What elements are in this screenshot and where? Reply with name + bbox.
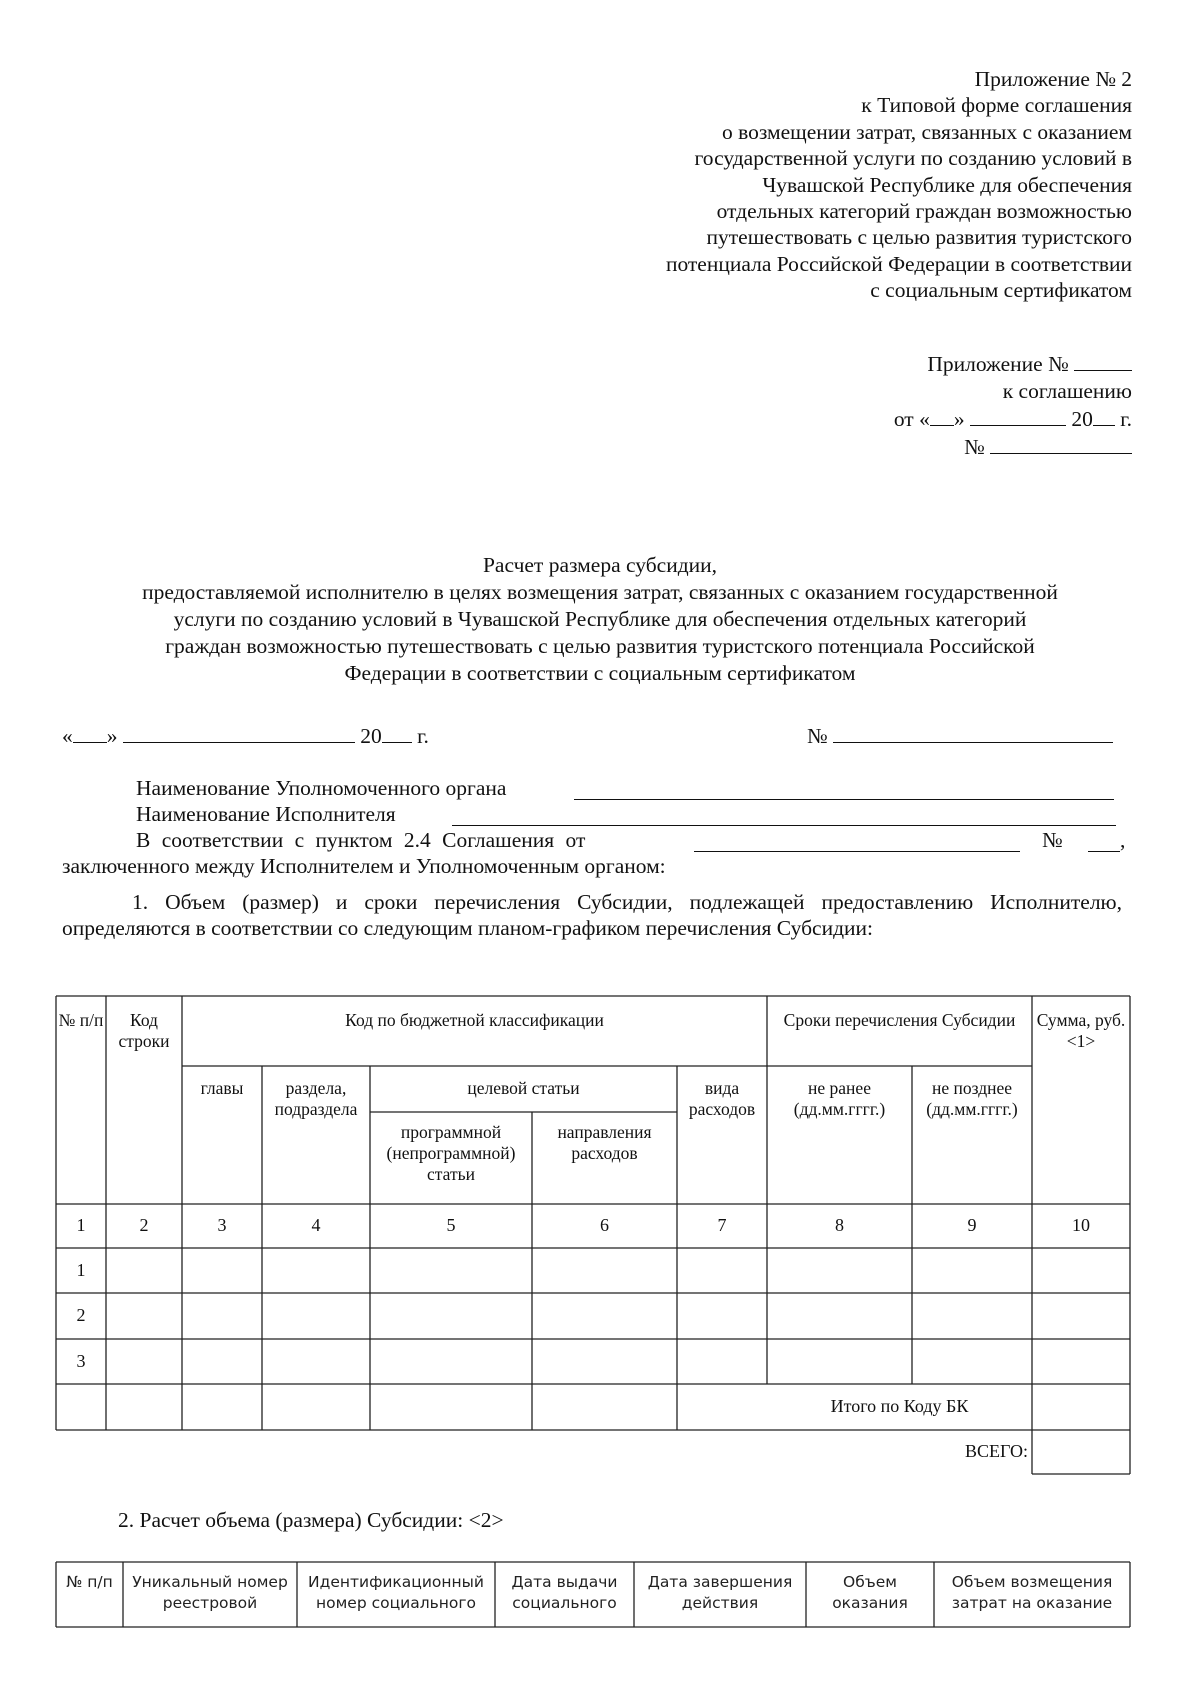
approval-line: отдельных категорий граждан возможностью — [716, 199, 1132, 224]
item1-text: 1. Объем (размер) и сроки перечисления Субсидии, подлежащей предоставлению Исполнителю, определяются в соответствии со следующим планом-графиком перечисления Субсидии: — [62, 890, 1122, 941]
approval-line: путешествовать с целью развития туристского — [706, 225, 1132, 250]
row-number: 2 — [76, 1305, 86, 1325]
row-number: 1 — [76, 1260, 86, 1280]
attachment-no-line: № — [712, 433, 1132, 461]
t2-header: № п/п — [66, 1573, 113, 1591]
col-number: 1 — [76, 1215, 86, 1235]
executor-label: Наименование Исполнителя — [136, 802, 396, 826]
th-target: целевой статьи — [467, 1078, 580, 1098]
t2-header: Идентификационный номер социального — [308, 1573, 484, 1612]
t2-header: Объем оказания — [832, 1573, 908, 1612]
th-not-after: не позднее (дд.мм.гггг.) — [926, 1078, 1018, 1119]
col-number: 2 — [139, 1215, 149, 1235]
grand-total-label: ВСЕГО: — [965, 1441, 1028, 1461]
col-number: 4 — [311, 1215, 321, 1235]
authority-label: Наименование Уполномоченного органа — [136, 776, 507, 800]
th-sum: Сумма, руб. <1> — [1036, 1010, 1126, 1051]
t2-header: Объем возмещения затрат на оказание — [951, 1573, 1113, 1612]
th-terms: Сроки перечисления Субсидии — [783, 1010, 1016, 1030]
attachment-agreement-line: к соглашению — [1002, 379, 1132, 403]
attachment-date-line: от « » 20 г. — [893, 407, 1132, 431]
approval-line: о возмещении затрат, связанных с оказанием — [721, 119, 1132, 144]
approval-line: Приложение № 2 — [974, 67, 1132, 91]
th-code: Код строки — [118, 1010, 170, 1051]
t2-header: Уникальный номер реестровой — [132, 1573, 288, 1612]
col-number: 5 — [446, 1215, 456, 1235]
t2-header: Дата выдачи социального — [511, 1573, 618, 1612]
item2-text: 2. Расчет объема (размера) Субсидии: <2> — [118, 1508, 504, 1532]
attachment-number-line: Приложение № — [712, 350, 1132, 378]
col-number: 7 — [717, 1215, 727, 1235]
approval-line: потенциала Российской Федерации в соответствии — [665, 251, 1132, 276]
concluded-text: заключенного между Исполнителем и Уполномоченным органом: — [62, 854, 666, 878]
th-section: раздела, подраздела — [274, 1078, 358, 1119]
approval-line: с социальным сертификатом — [870, 278, 1132, 303]
th-no: № п/п — [58, 1010, 104, 1030]
col-number: 6 — [600, 1215, 609, 1235]
total-kbk-label: Итого по Коду БК — [830, 1396, 969, 1416]
approval-line: к Типовой форме соглашения — [861, 93, 1132, 118]
th-kbk: Код по бюджетной классификации — [345, 1010, 604, 1030]
document-page: Приложение № 2 к Типовой форме соглашения о возмещении затрат, связанных с оказанием государственной услуги по созданию условий в Чувашской Республике для обеспечения отдельных категорий граждан возможностью путешествовать с целью развития туристского потенциала Российской Федерации в соответствии с социальным сертификатом Приложение № к соглашению от « » 20 г. № Расчет размера субсидии, предоставляемой исполнителю в целях возмещения затрат, связанных с оказанием государственной услуги по созданию условий в Чувашской Республике для обеспечения отдельных категорий граждан возможностью путешествовать с целью развития туристского потенциала Российской Федерации в соответствии с социальным сертификатом « » 20 г. № Наименование Уполномоченного органа Наименование Исполнителя В соответствии с пунктом 2.4 Соглашения от № , заключенного между Исполнителем и Уполномоченным органом: 1. Объем (размер) и сроки перечисления Субсидии, подлежащей предоставлению Исполнителю, определяются в соответствии со следующим планом-графиком перечисления Субсидии: № п/п Код строки Код по бюджетной классификации Сроки перечисления Субсидии Сумма, руб. <1> главы раздела, подраздела целевой статьи вида расходов не ранее (дд.мм.гггг.) не позднее (дд.мм.гггг.) программной (непрограммной) статьи направления расходов 1 2 3 4 5 6 7 8 9 10 1 2 3 Итого по Коду БК ВСЕГО: 2. Расчет объема (размера) Субсидии: <2> № п/п Уникальный номер реестровой Идентификационный номер социального Дата выдачи социального Дата завершения действия Объем оказания Объем возмещения затрат на оказание — [0, 0, 1200, 1697]
per-no-label: № — [1042, 828, 1063, 852]
t2-header: Дата завершения действия — [647, 1573, 793, 1612]
document-title: Расчет размера субсидии, предоставляемой исполнителю в целях возмещения затрат, связанных с оказанием государственной услуги по созданию условий в Чувашской Республике для обеспечения отдельных категорий граждан возможностью путешествовать с целью развития туристского потенциала Российской Федерации в соответствии с социальным сертификатом — [142, 553, 1058, 685]
col-number: 3 — [217, 1215, 227, 1235]
col-number: 8 — [835, 1215, 844, 1235]
th-direction: направления расходов — [557, 1122, 652, 1163]
th-program: программной (непрограммной) статьи — [386, 1122, 516, 1184]
th-chapter: главы — [200, 1078, 244, 1098]
approval-line: государственной услуги по созданию условий в — [694, 146, 1132, 171]
col-number: 9 — [967, 1215, 977, 1235]
per-clause-label: В соответствии с пунктом 2.4 Соглашения от — [136, 828, 586, 852]
row-number: 3 — [76, 1351, 86, 1371]
document-date-line: « » 20 г. № — [62, 722, 1122, 752]
th-not-before: не ранее (дд.мм.гггг.) — [793, 1078, 886, 1119]
th-kind: вида расходов — [688, 1078, 756, 1119]
col-number: 10 — [1072, 1215, 1090, 1235]
approval-line: Чувашской Республике для обеспечения — [762, 172, 1132, 197]
